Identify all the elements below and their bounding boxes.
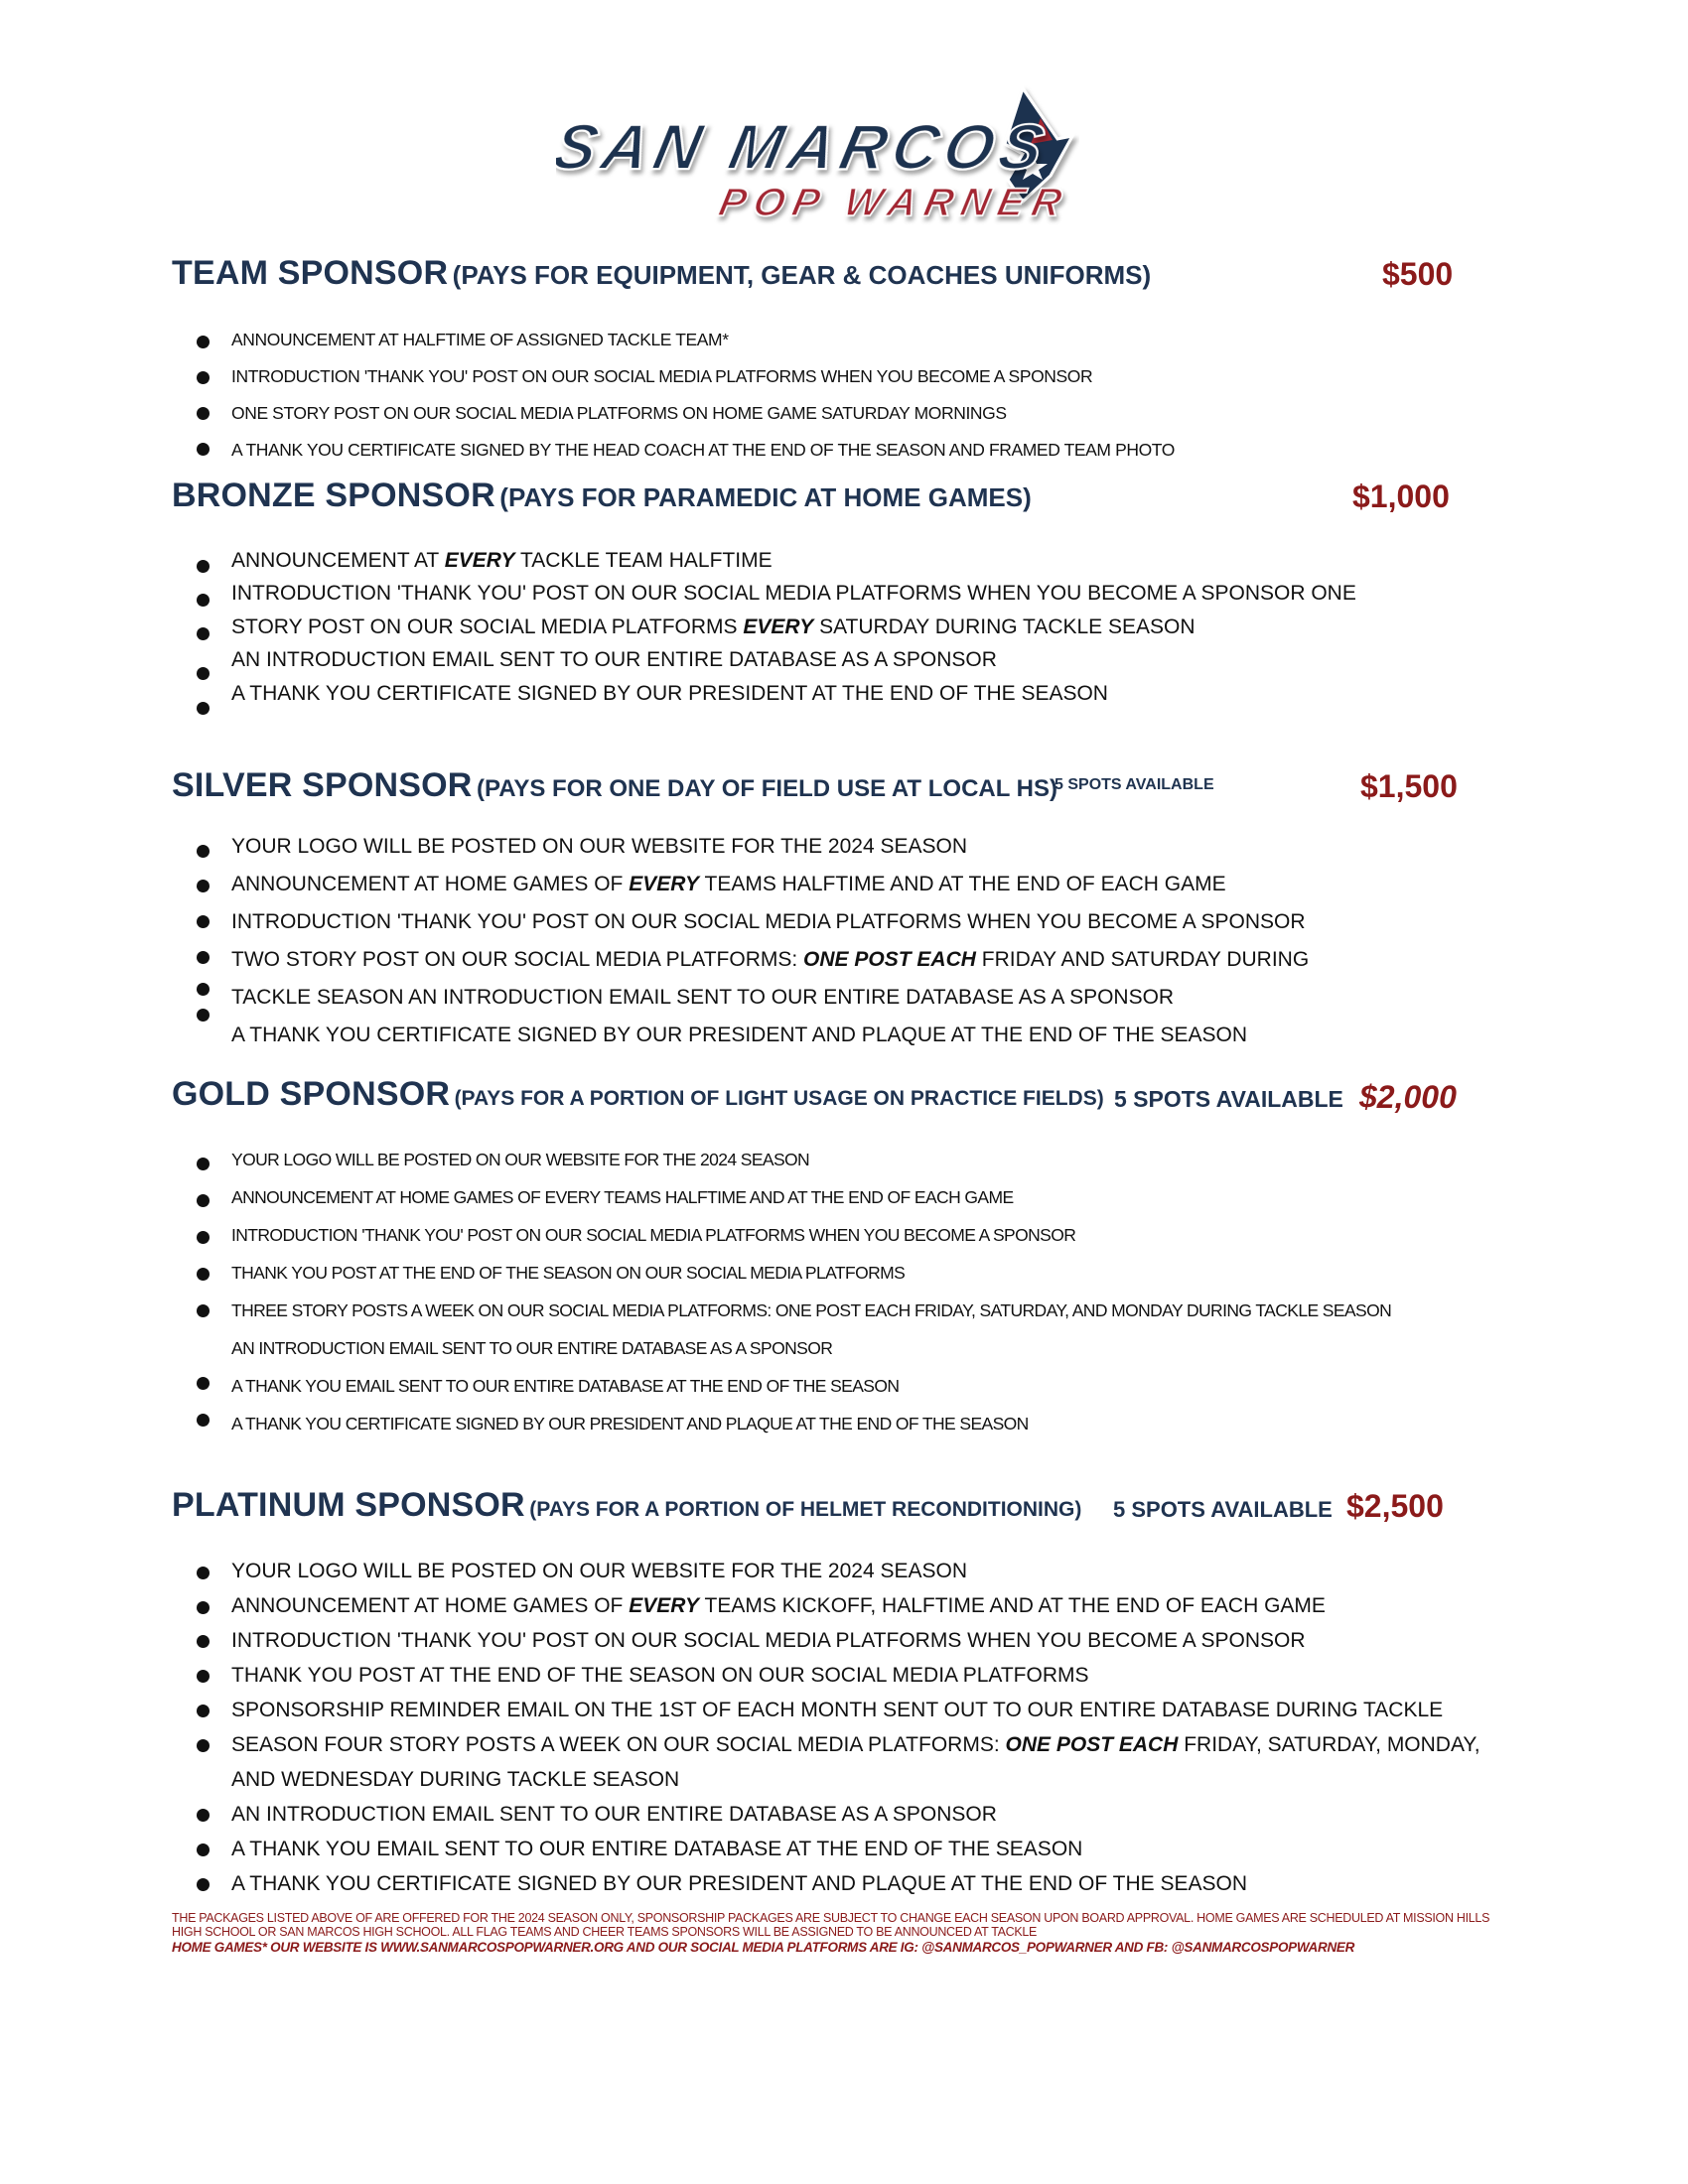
silver-sponsor-title: SILVER SPONSOR (172, 766, 473, 804)
gold-item-5: THREE STORY POSTS A WEEK ON OUR SOCIAL MEDIA PLATFORMS: ONE POST EACH FRIDAY, SATURDAY, AND MONDAY DURING TACKLE SEASON (231, 1300, 1392, 1320)
platinum-sponsor-heading (172, 1486, 1081, 1525)
bullet-icon (197, 560, 210, 573)
gold-item-7: A THANK YOU EMAIL SENT TO OUR ENTIRE DATABASE AT THE END OF THE SEASON (231, 1376, 900, 1396)
gold-item-8: A THANK YOU CERTIFICATE SIGNED BY OUR PRESIDENT AND PLAQUE AT THE END OF THE SEASON (231, 1414, 1029, 1433)
bronze-item-1: ANNOUNCEMENT AT EVERY TACKLE TEAM HALFTIME (231, 549, 773, 572)
bullet-icon (197, 1231, 210, 1244)
platinum-item-3: INTRODUCTION 'THANK YOU' POST ON OUR SOCIAL MEDIA PLATFORMS WHEN YOU BECOME A SPONSOR (231, 1629, 1306, 1652)
san-marcos-pop-warner-logo (556, 84, 1132, 233)
silver-item-6: A THANK YOU CERTIFICATE SIGNED BY OUR PRESIDENT AND PLAQUE AT THE END OF THE SEASON (231, 1024, 1248, 1046)
bullet-icon (197, 1635, 210, 1648)
footer-contact: HOME GAMES* OUR WEBSITE IS WWW.SANMARCOSPOPWARNER.ORG AND OUR SOCIAL MEDIA PLATFORMS ARE IG: @SANMARCOS_POPWARNER AND FB: @SANMARCOSPOPWARNER (172, 1940, 1355, 1955)
bullet-icon (197, 1601, 210, 1614)
logo-graphic (556, 84, 1132, 233)
team-item-1: ANNOUNCEMENT AT HALFTIME OF ASSIGNED TACKLE TEAM* (231, 330, 729, 349)
bullet-icon (197, 1304, 210, 1317)
bullet-icon (197, 407, 210, 420)
silver-item-3: INTRODUCTION 'THANK YOU' POST ON OUR SOCIAL MEDIA PLATFORMS WHEN YOU BECOME A SPONSOR (231, 910, 1306, 933)
bullet-icon (197, 1670, 210, 1683)
platinum-sponsor-title: PLATINUM SPONSOR (172, 1486, 525, 1524)
bullet-icon (197, 1705, 210, 1717)
bullet-icon (197, 1377, 210, 1390)
bullet-icon (197, 1194, 210, 1207)
bronze-item-3: STORY POST ON OUR SOCIAL MEDIA PLATFORMS EVERY SATURDAY DURING TACKLE SEASON (231, 615, 1196, 638)
bronze-sponsor-title: BRONZE SPONSOR (172, 477, 495, 514)
gold-item-3: INTRODUCTION 'THANK YOU' POST ON OUR SOCIAL MEDIA PLATFORMS WHEN YOU BECOME A SPONSOR (231, 1225, 1076, 1245)
platinum-item-7: AND WEDNESDAY DURING TACKLE SEASON (231, 1768, 680, 1791)
bullet-icon (197, 1809, 210, 1822)
gold-item-4: THANK YOU POST AT THE END OF THE SEASON ON OUR SOCIAL MEDIA PLATFORMS (231, 1263, 906, 1283)
team-sponsor-heading (172, 254, 1151, 293)
silver-sponsor-subtitle: (PAYS FOR ONE DAY OF FIELD USE AT LOCAL HS) (477, 775, 1057, 802)
team-item-3: ONE STORY POST ON OUR SOCIAL MEDIA PLATFORMS ON HOME GAME SATURDAY MORNINGS (231, 403, 1007, 423)
bullet-icon (197, 1843, 210, 1856)
bullet-icon (197, 915, 210, 928)
platinum-sponsor-price: $2,500 (1346, 1488, 1444, 1524)
platinum-item-9: A THANK YOU EMAIL SENT TO OUR ENTIRE DATABASE AT THE END OF THE SEASON (231, 1838, 1083, 1860)
gold-sponsor-title: GOLD SPONSOR (172, 1075, 451, 1113)
footer-disclaimer: THE PACKAGES LISTED ABOVE OF ARE OFFERED FOR THE 2024 SEASON ONLY, SPONSORSHIP PACKAGES ARE SUBJECT TO CHANGE EACH SEASON UPON BOARD APPROVAL. HOME GAMES ARE SCHEDULED AT MISSION HILLS HIGH SCHOOL OR SAN MARCOS HIGH SCHOOL. ALL FLAG TEAMS AND CHEER TEAMS SPONSORS WILL BE ASSIGNED TO BE ANNOUNCED AT TACKLE (172, 1911, 1490, 1939)
platinum-spots-available: 5 SPOTS AVAILABLE (1113, 1497, 1333, 1522)
bullet-icon (197, 845, 210, 858)
team-item-4: A THANK YOU CERTIFICATE SIGNED BY THE HEAD COACH AT THE END OF THE SEASON AND FRAMED TEAM PHOTO (231, 440, 1175, 460)
bronze-item-2: INTRODUCTION 'THANK YOU' POST ON OUR SOCIAL MEDIA PLATFORMS WHEN YOU BECOME A SPONSOR ONE (231, 582, 1356, 605)
platinum-item-2: ANNOUNCEMENT AT HOME GAMES OF EVERY TEAMS KICKOFF, HALFTIME AND AT THE END OF EACH GAME (231, 1594, 1326, 1617)
gold-sponsor-heading (172, 1075, 1104, 1114)
gold-item-1: YOUR LOGO WILL BE POSTED ON OUR WEBSITE FOR THE 2024 SEASON (231, 1150, 810, 1169)
bronze-item-5: A THANK YOU CERTIFICATE SIGNED BY OUR PRESIDENT AT THE END OF THE SEASON (231, 682, 1108, 705)
bullet-icon (197, 1414, 210, 1427)
bullet-icon (197, 336, 210, 348)
gold-spots-available: 5 SPOTS AVAILABLE (1114, 1086, 1343, 1112)
bullet-icon (197, 1009, 210, 1022)
bullet-icon (197, 1567, 210, 1579)
bullet-icon (197, 702, 210, 715)
bullet-icon (197, 1878, 210, 1891)
team-sponsor-price: $500 (1382, 256, 1454, 292)
bullet-icon (197, 667, 210, 680)
silver-item-2: ANNOUNCEMENT AT HOME GAMES OF EVERY TEAMS HALFTIME AND AT THE END OF EACH GAME (231, 873, 1226, 895)
silver-spots-available: 5 SPOTS AVAILABLE (1055, 776, 1214, 793)
bullet-icon (197, 951, 210, 964)
silver-sponsor-heading (172, 766, 1057, 805)
bronze-sponsor-heading (172, 477, 1032, 515)
team-sponsor-subtitle: (PAYS FOR EQUIPMENT, GEAR & COACHES UNIFORMS) (452, 260, 1152, 290)
platinum-sponsor-subtitle: (PAYS FOR A PORTION OF HELMET RECONDITIONING) (529, 1498, 1082, 1521)
bullet-icon (197, 880, 210, 892)
gold-sponsor-subtitle: (PAYS FOR A PORTION OF LIGHT USAGE ON PRACTICE FIELDS) (454, 1087, 1104, 1110)
team-item-2: INTRODUCTION 'THANK YOU' POST ON OUR SOCIAL MEDIA PLATFORMS WHEN YOU BECOME A SPONSOR (231, 366, 1093, 386)
team-sponsor-title: TEAM SPONSOR (172, 254, 449, 292)
bullet-icon (197, 983, 210, 996)
silver-sponsor-price: $1,500 (1360, 768, 1458, 804)
bronze-sponsor-subtitle: (PAYS FOR PARAMEDIC AT HOME GAMES) (499, 482, 1032, 512)
bullet-icon (197, 1739, 210, 1752)
silver-item-1: YOUR LOGO WILL BE POSTED ON OUR WEBSITE FOR THE 2024 SEASON (231, 835, 967, 858)
gold-sponsor-price: $2,000 (1359, 1079, 1457, 1115)
platinum-item-5: SPONSORSHIP REMINDER EMAIL ON THE 1ST OF EACH MONTH SENT OUT TO OUR ENTIRE DATABASE DURING TACKLE (231, 1699, 1444, 1721)
bullet-icon (197, 371, 210, 384)
logo-line2: POP WARNER (715, 179, 1074, 224)
platinum-item-4: THANK YOU POST AT THE END OF THE SEASON ON OUR SOCIAL MEDIA PLATFORMS (231, 1664, 1089, 1687)
platinum-item-6: SEASON FOUR STORY POSTS A WEEK ON OUR SOCIAL MEDIA PLATFORMS: ONE POST EACH FRIDAY, SATURDAY, MONDAY, (231, 1733, 1480, 1756)
bullet-icon (197, 627, 210, 640)
silver-item-4: TWO STORY POST ON OUR SOCIAL MEDIA PLATFORMS: ONE POST EACH FRIDAY AND SATURDAY DURING (231, 948, 1310, 971)
gold-item-2: ANNOUNCEMENT AT HOME GAMES OF EVERY TEAMS HALFTIME AND AT THE END OF EACH GAME (231, 1187, 1014, 1207)
bullet-icon (197, 1268, 210, 1281)
bullet-icon (197, 594, 210, 607)
platinum-item-10: A THANK YOU CERTIFICATE SIGNED BY OUR PRESIDENT AND PLAQUE AT THE END OF THE SEASON (231, 1872, 1248, 1895)
silver-item-5: TACKLE SEASON AN INTRODUCTION EMAIL SENT TO OUR ENTIRE DATABASE AS A SPONSOR (231, 986, 1175, 1009)
bronze-sponsor-price: $1,000 (1352, 478, 1450, 514)
bullet-icon (197, 1158, 210, 1170)
bullet-icon (197, 443, 210, 456)
footer-note (172, 1911, 1522, 1955)
platinum-item-8: AN INTRODUCTION EMAIL SENT TO OUR ENTIRE DATABASE AS A SPONSOR (231, 1803, 997, 1826)
platinum-item-1: YOUR LOGO WILL BE POSTED ON OUR WEBSITE FOR THE 2024 SEASON (231, 1560, 967, 1582)
gold-item-6: AN INTRODUCTION EMAIL SENT TO OUR ENTIRE DATABASE AS A SPONSOR (231, 1338, 833, 1358)
bronze-item-4: AN INTRODUCTION EMAIL SENT TO OUR ENTIRE DATABASE AS A SPONSOR (231, 648, 997, 671)
logo-line1: SAN MARCOS (556, 110, 1056, 183)
